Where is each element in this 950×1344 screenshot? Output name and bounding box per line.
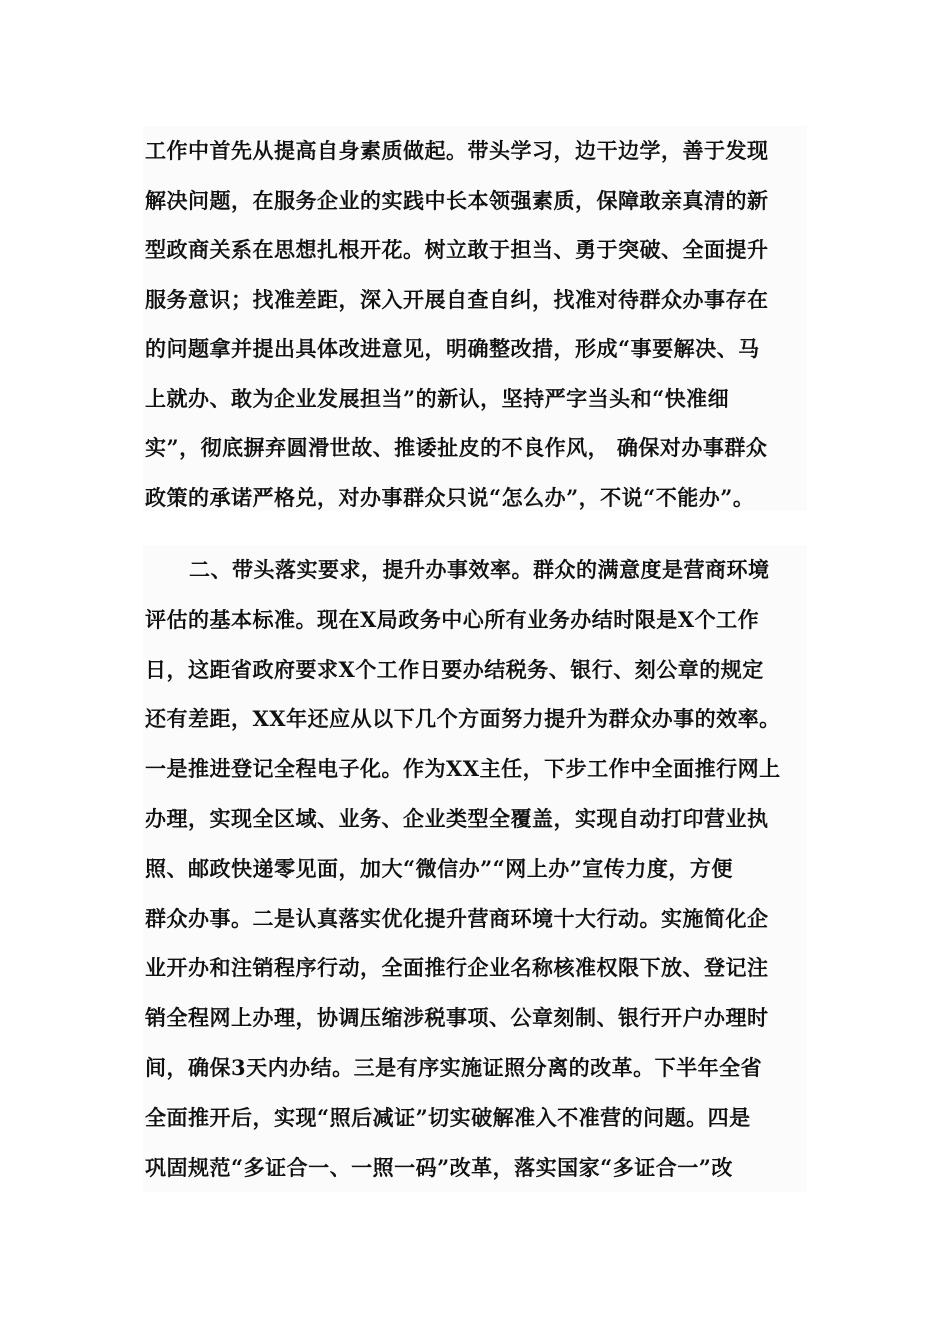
paragraph-2-line: 巩固规范“多证合一、一照一码”改革，落实国家“多证合一”改 xyxy=(145,1154,733,1180)
paragraph-1-line: 工作中首先从提高自身素质做起。带头学习，边干边学，善于发现 xyxy=(145,138,769,163)
paragraph-2-line: 群众办事。二是认真落实优化提升营商环境十大行动。实施简化企 xyxy=(145,905,769,931)
paragraph-2-heading-line: 二、带头落实要求，提升办事效率。群众的满意度是营商环境 xyxy=(189,557,770,582)
paragraph-1-line: 型政商关系在思想扎根开花。树立敢于担当、勇于突破、全面提升 xyxy=(145,237,769,262)
paragraph-2 xyxy=(143,545,807,1192)
paragraph-2-line: 业开办和注销程序行动，全面推行企业名称核准权限下放、登记注 xyxy=(145,955,769,981)
paragraph-1-line: 实”，彻底摒弃圆滑世故、推诿扯皮的不良作风， 确保对办事群众 xyxy=(145,435,768,460)
paragraph-2-line: 全面推开后，实现“照后减证”切实破解准入不准营的问题。四是 xyxy=(145,1104,751,1130)
paragraph-1-line: 的问题拿并提出具体改进意见，明确整改措，形成“事要解决、马 xyxy=(145,336,760,361)
paragraph-2-line: 一是推进登记全程电子化。作为XX主任，下步工作中全面推行网上 xyxy=(145,756,781,782)
paragraph-1-line: 解决问题，在服务企业的实践中长本领强素质，保障敢亲真清的新 xyxy=(145,187,769,213)
paragraph-2-line: 销全程网上办理，协调压缩涉税事项、公章刻制、银行开户办理时 xyxy=(145,1005,769,1031)
paragraph-1-line: 服务意识；找准差距，深入开展自查自纠，找准对待群众办事存在 xyxy=(145,286,769,312)
paragraph-2-line: 办理，实现全区域、业务、企业类型全覆盖，实现自动打印营业执 xyxy=(145,805,769,831)
paragraph-1-line: 上就办、敢为企业发展担当”的新认，坚持严字当头和“快准细 xyxy=(145,385,730,411)
paragraph-2-line: 日，这距省政府要求X个工作日要办结税务、银行、刻公章的规定 xyxy=(145,656,764,682)
paragraph-2-line: 间，确保3天内办结。三是有序实施证照分离的改革。下半年全省 xyxy=(145,1054,763,1080)
paragraph-2-line: 还有差距，XX年还应从以下几个方面努力提升为群众办事的效率。 xyxy=(145,706,781,732)
paragraph-1-line: 政策的承诺严格兑，对办事群众只说“怎么办”，不说“不能办”。 xyxy=(145,484,755,510)
paragraph-1 xyxy=(143,126,807,511)
paragraph-2-line: 照、邮政快递零见面，加大“微信办”“网上办”宣传力度，方便 xyxy=(145,855,733,881)
paragraph-2-line: 评估的基本标准。现在X局政务中心所有业务办结时限是X个工作 xyxy=(145,606,760,632)
